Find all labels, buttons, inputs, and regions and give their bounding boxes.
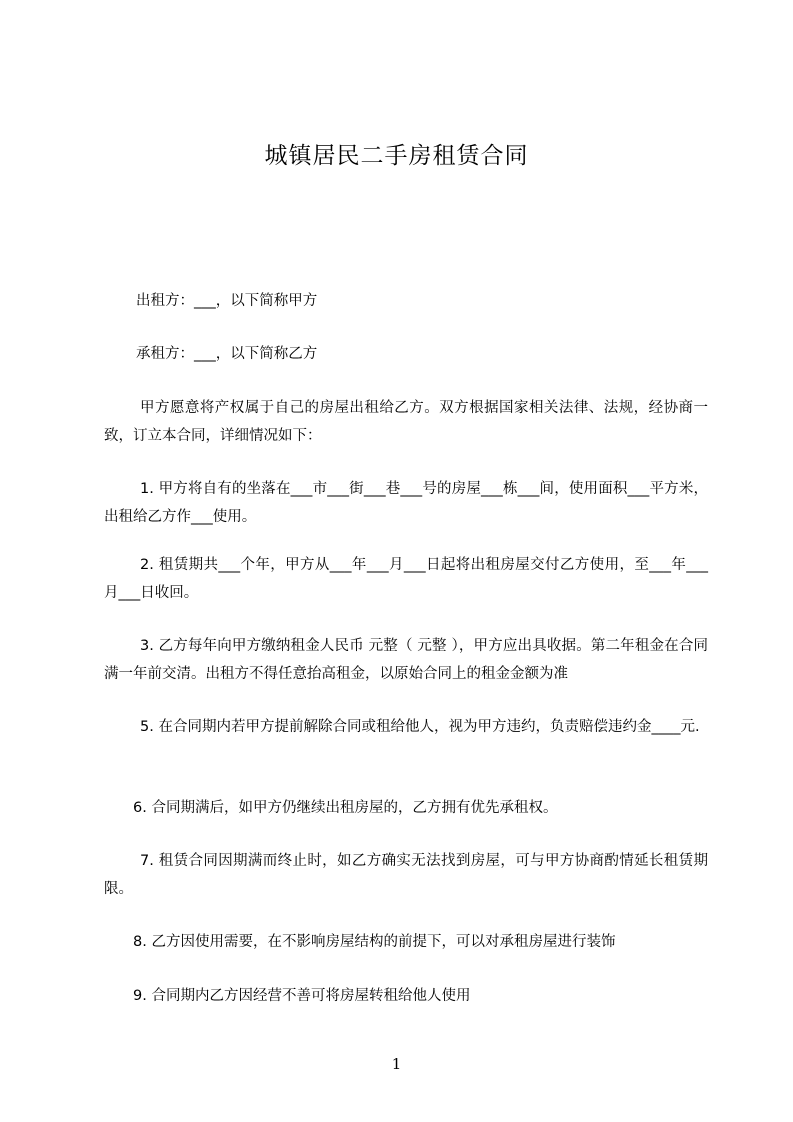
- document-title: 城镇居民二手房租赁合同: [264, 143, 529, 169]
- page-number: 1: [391, 1055, 402, 1073]
- clause-1: 1. 甲方将自有的坐落在___市___街___巷___号的房屋___栋___间，使用面积___平方米，出租给乙方作___使用。: [104, 481, 708, 525]
- clause-6: 6. 合同期满后，如甲方仍继续出租房屋的，乙方拥有优先承租权。: [133, 800, 558, 816]
- lessor-line: 出租方：___，以下简称甲方: [136, 293, 318, 309]
- clause-8: 8. 乙方因使用需要，在不影响房屋结构的前提下，可以对承租房屋进行装饰: [133, 934, 616, 950]
- clause-7: 7. 租赁合同因期满而终止时，如乙方确实无法找到房屋，可与甲方协商酌情延长租赁期限。: [104, 853, 708, 897]
- clause-3: 3. 乙方每年向甲方缴纳租金人民币 元整（ 元整 ），甲方应出具收据。第二年租金在合同满一年前交清。出租方不得任意抬高租金，以原始合同上的租金金额为准: [104, 638, 708, 682]
- clause-2: 2. 租赁期共___个年，甲方从___年___月___日起将出租房屋交付乙方使用，至___年___月___日收回。: [104, 557, 708, 601]
- clause-5: 5. 在合同期内若甲方提前解除合同或租给他人，视为甲方违约，负责赔偿违约金____元.: [140, 719, 700, 735]
- lessee-line: 承租方：___，以下简称乙方: [136, 346, 318, 362]
- clause-9: 9. 合同期内乙方因经营不善可将房屋转租给他人使用: [133, 988, 471, 1004]
- preamble-paragraph: 甲方愿意将产权属于自己的房屋出租给乙方。双方根据国家相关法律、法规，经协商一致，订立本合同，详细情况如下：: [104, 400, 708, 444]
